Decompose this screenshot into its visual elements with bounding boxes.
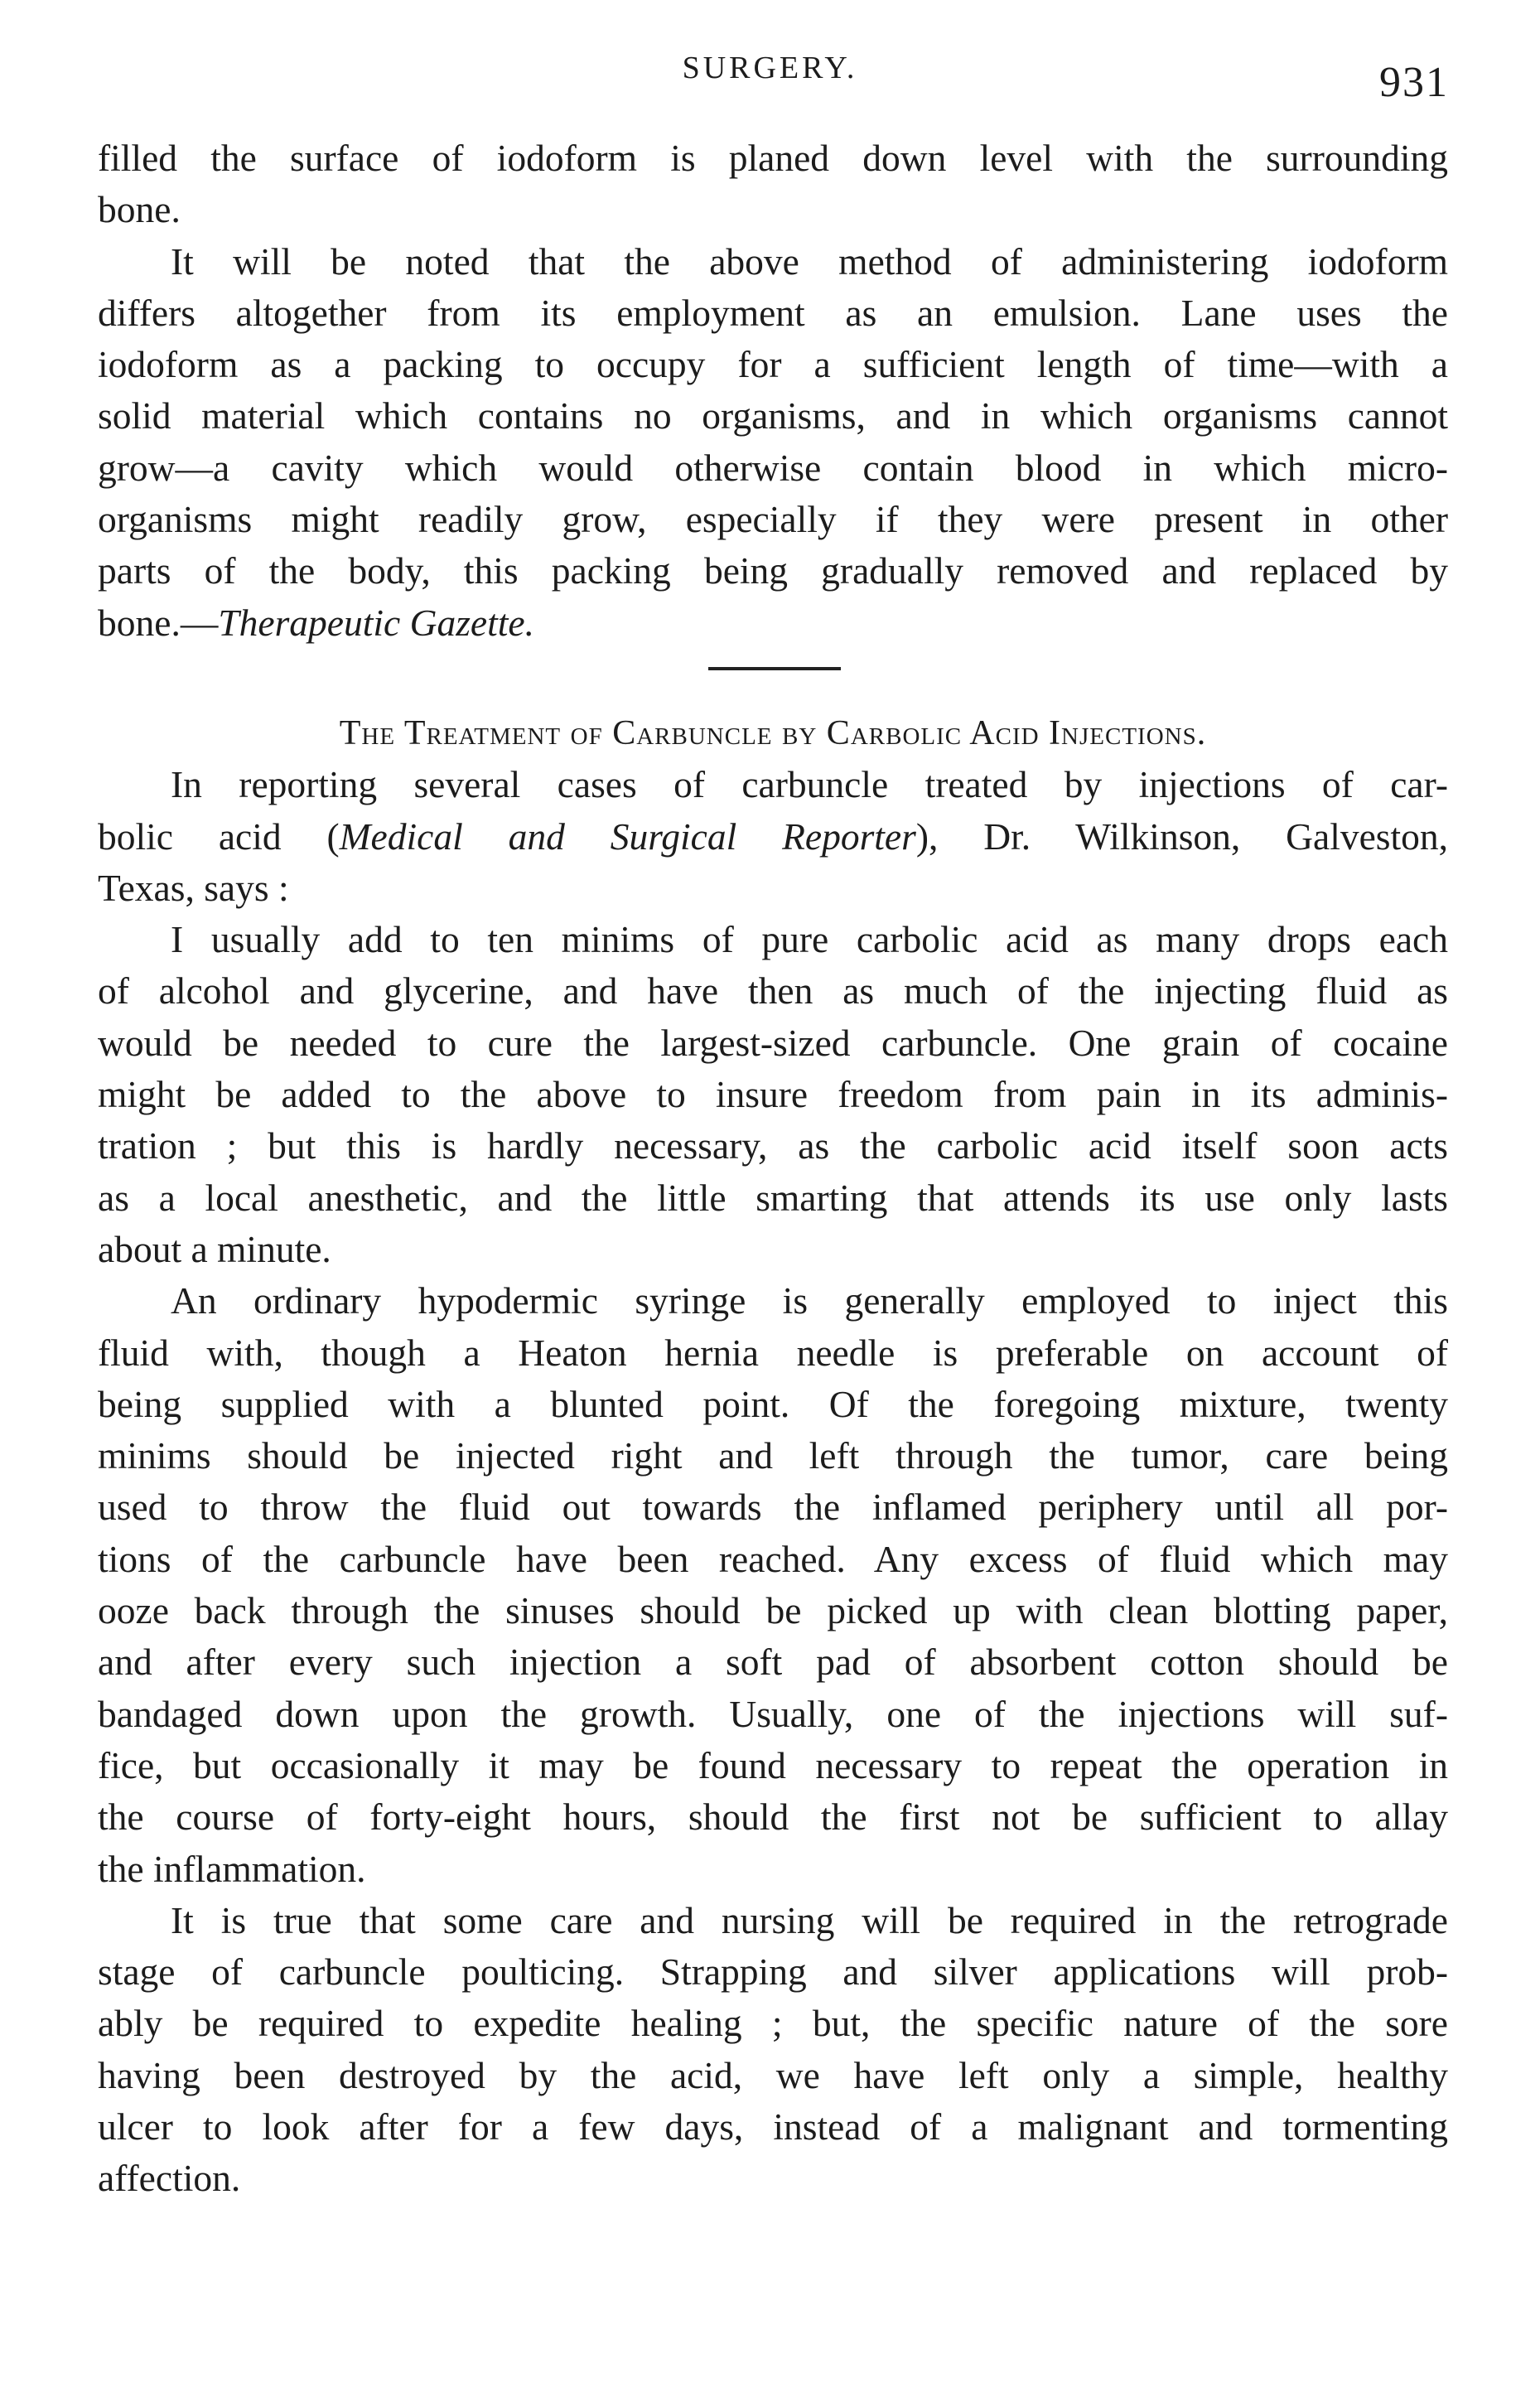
text-line: grow—a cavity which would otherwise contain blood in which micro- [98, 446, 1448, 489]
quote-line: An ordinary hypodermic syringe is generally employed to inject this [171, 1279, 1448, 1322]
quote-line: ooze back through the sinuses should be picked up with clean blotting paper, [98, 1589, 1448, 1632]
text-line: In reporting several cases of carbuncle treated by injections of car- [171, 763, 1448, 806]
quote-line: minims should be injected right and left through the tumor, care being [98, 1434, 1448, 1477]
quote-line: having been destroyed by the acid, we have left only a simple, healthy [98, 2053, 1448, 2096]
text-line: solid material which contains no organisms, and in which organisms cannot [98, 394, 1448, 437]
text-line: filled the surface of iodoform is planed down level with the surrounding [98, 137, 1448, 179]
journal-title: Medical and Surgical Reporter [339, 814, 916, 858]
quote-line: fluid with, though a Heaton hernia needle is preferable on account of [98, 1331, 1448, 1374]
quote-line: stage of carbuncle poulticing. Strapping and silver applications will prob- [98, 1950, 1448, 1994]
page-body [98, 133, 1448, 2205]
divider-rule [708, 667, 841, 670]
text-line: bone. [98, 188, 181, 231]
quote-line: the inflammation. [98, 1847, 366, 1890]
text-line: parts of the body, this packing being gradually removed and replaced by [98, 549, 1448, 592]
quote-line: of alcohol and glycerine, and have then as much of the injecting fluid as [98, 969, 1448, 1013]
quote-line: and after every such injection a soft pad of absorbent cotton should be [98, 1641, 1448, 1684]
page-number: 931 [1379, 59, 1449, 106]
quote-line: would be needed to cure the largest-sized carbuncle. One grain of cocaine [98, 1021, 1448, 1064]
quote-line: tions of the carbuncle have been reached. Any excess of fluid which may [98, 1537, 1448, 1580]
page-header [0, 43, 1540, 106]
quote-line: as a local anesthetic, and the little smarting that attends its use only lasts [98, 1176, 1448, 1219]
quote-line: used to throw the fluid out towards the inflamed periphery until all por- [98, 1486, 1448, 1529]
quote-line: affection. [98, 2157, 241, 2200]
text-line: differs altogether from its employment as an emulsion. Lane uses the [98, 291, 1448, 334]
text-line: organisms might readily grow, especially if they were present in other [98, 498, 1448, 541]
quote-line: It is true that some care and nursing will be required in the retrograde [171, 1898, 1448, 1941]
quote-line: about a minute. [98, 1227, 331, 1270]
quote-line: fice, but occasionally it may be found necessary to repeat the operation in [98, 1743, 1448, 1786]
section-divider [98, 649, 1448, 708]
quote-line: might be added to the above to insure freedom from pain in its adminis- [98, 1073, 1448, 1116]
text-line-with-citation [98, 811, 1448, 863]
source-citation-title: Therapeutic Gazette. [218, 601, 534, 644]
quote-line: tration ; but this is hardly necessary, as the carbolic acid itself soon acts [98, 1124, 1448, 1167]
quote-line: ulcer to look after for a few days, instead of a malignant and tormenting [98, 2105, 1448, 2148]
quote-line: bandaged down upon the growth. Usually, one of the injections will suf- [98, 1692, 1448, 1735]
text-line: Texas, says : [98, 866, 289, 909]
quote-line: being supplied with a blunted point. Of the foregoing mixture, twenty [98, 1382, 1448, 1425]
article-heading: The Treatment of Carbuncle by Carbolic Acid Injections. [339, 713, 1207, 752]
source-citation-text: bone.— [98, 601, 219, 644]
quote-line: the course of forty-eight hours, should the first not be sufficient to allay [98, 1796, 1448, 1839]
text-fragment: ), Dr. Wilkinson, Galveston, [915, 814, 1449, 858]
text-line: iodoform as a packing to occupy for a sufficient length of time—with a [98, 343, 1448, 386]
running-head: SURGERY. [682, 51, 858, 85]
quote-line: ably be required to expedite healing ; but, the specific nature of the sore [98, 2002, 1448, 2045]
text-line: It will be noted that the above method of administering iodoform [171, 239, 1448, 283]
text-fragment: bolic acid ( [98, 814, 340, 858]
quote-line: I usually add to ten minims of pure carbolic acid as many drops each [171, 918, 1448, 961]
source-citation [98, 597, 1448, 649]
